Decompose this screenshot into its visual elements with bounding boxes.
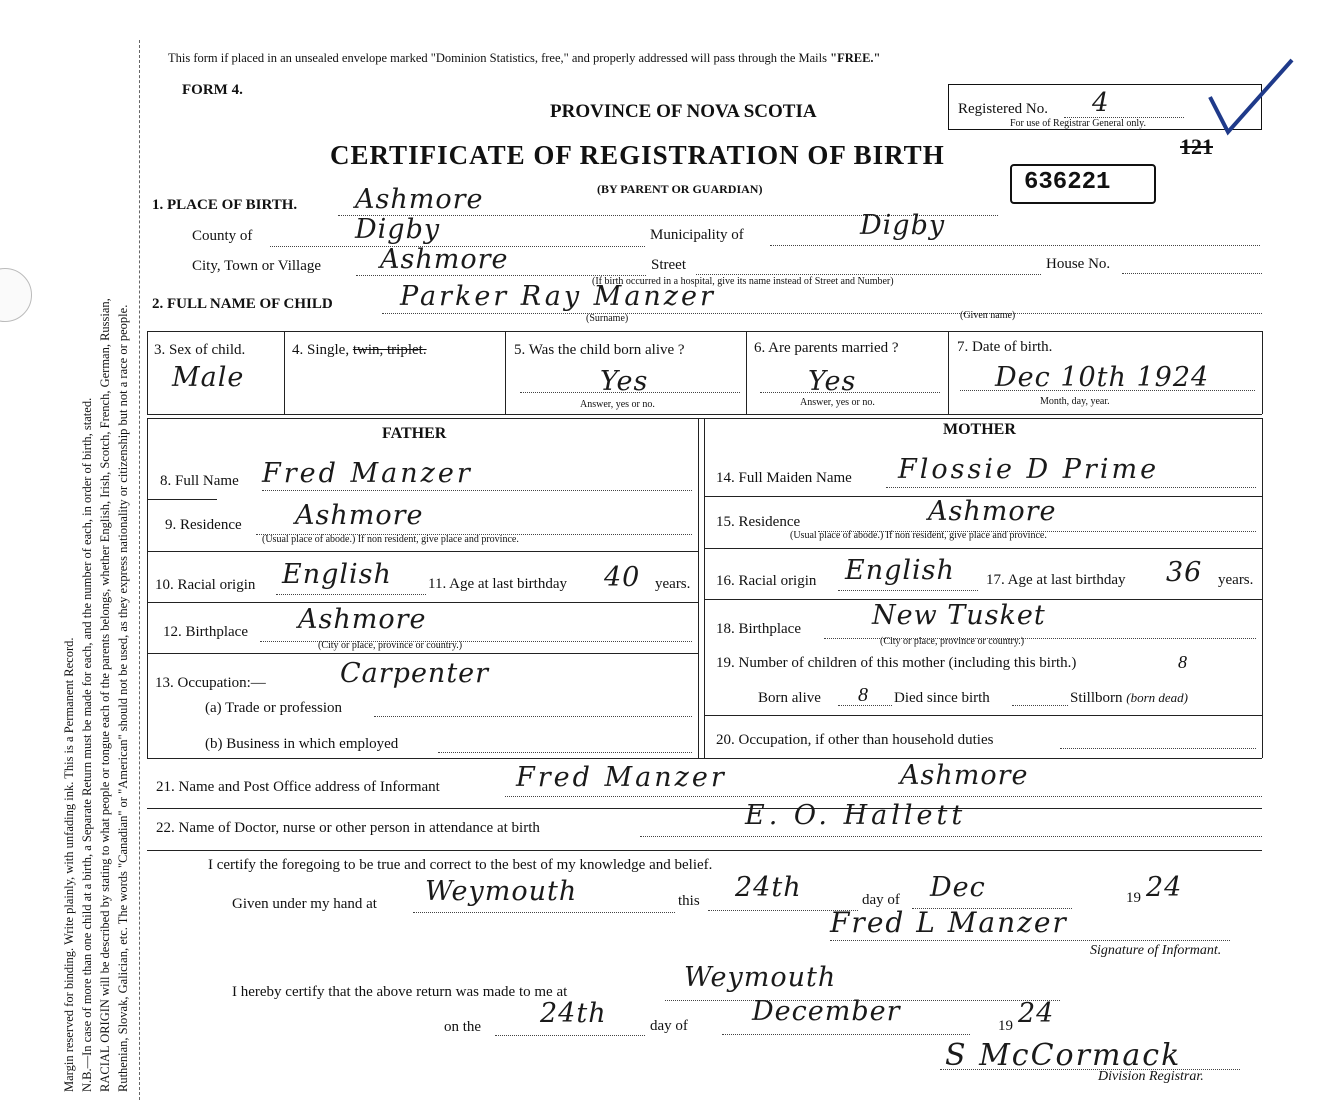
mother-race-line [838,590,978,591]
municipality-label: Municipality of [650,227,744,243]
informant-rule [147,808,1262,809]
married-line [760,392,940,393]
given-under-label: Given under my hand at [232,896,377,912]
married-value: Yes [808,366,857,397]
house-number-label: House No. [1046,256,1111,272]
born-alive-count: 8 [858,684,868,706]
row3-div3 [746,331,747,414]
place-of-birth-value: Ashmore [355,184,484,215]
registrar-place-value: Weymouth [684,962,837,993]
father-name-value: Fred Manzer [262,458,473,489]
row3-div4 [948,331,949,414]
mother-occupation-label: 20. Occupation, if other than household duties [716,732,994,748]
registrar-day-of-label: day of [650,1018,688,1034]
checkmark-icon [1200,52,1300,142]
mother-residence-value: Ashmore [928,496,1057,527]
mother-name-label: 14. Full Maiden Name [716,470,852,486]
alive-line [520,392,740,393]
father-residence-value: Ashmore [295,500,424,531]
father-rule4 [147,653,698,654]
parents-bottom [147,758,1262,759]
born-alive-label: Born alive [758,690,821,706]
single-label: 4. Single, twin, triplet. [292,342,427,358]
page-title: CERTIFICATE OF REGISTRATION OF BIRTH [330,140,945,170]
registrar-year-value: 24 [1018,998,1055,1029]
city-label: City, Town or Village [192,258,322,274]
doctor-label: 22. Name of Doctor, nurse or other person in attendance at birth [156,820,540,836]
hospital-note: (If birth occurred in a hospital, give its name instead of Street and Number) [592,276,894,287]
margin-note-3: RACIAL ORIGIN will be described by stating to what people or tongue each of the parents belongs, whether English, Irish, Scotch, French, German, Russian, [98,298,112,1092]
father-occupation-value: Carpenter [340,658,490,689]
registrar-use-note: For use of Registrar General only. [1010,118,1146,129]
informant-line [505,796,1262,797]
mother-rule4 [704,715,1262,716]
county-value: Digby [355,214,441,245]
informant-name-value: Fred Manzer [516,762,727,793]
margin-note-4: Ruthenian, Slovak, Galician, etc. The words "Canadian" or "American" should not be used, as they express nationality or citizenship but not a race or people. [116,304,130,1092]
this-label: this [678,893,700,909]
margin-note-2: N.B.—In case of more than one child at a birth, a Separate Return must be made for each, and the number of each, in order of birth, stated. [80,397,94,1092]
registrar-day-value: 24th [540,998,607,1029]
mother-birthplace-value: New Tusket [872,600,1046,631]
doctor-value: E. O. Hallett [745,800,967,831]
father-name-line [262,490,692,491]
father-rule3 [147,602,698,603]
father-name-label: 8. Full Name [160,473,239,489]
informant-signature-label: Signature of Informant. [1090,943,1222,958]
surname-note: (Surname) [586,313,629,324]
mother-race-label: 16. Racial origin [716,573,817,589]
row3-right [1262,331,1263,414]
father-heading: FATHER [382,425,447,442]
child-name-label: 2. FULL NAME OF CHILD [152,296,333,312]
mother-age-value: 36 [1166,557,1203,588]
informant-label: 21. Name and Post Office address of Informant [156,779,440,795]
born-alive-question: 5. Was the child born alive ? [514,342,685,358]
mother-name-value: Flossie D Prime [898,454,1160,485]
mother-race-value: English [845,555,955,586]
margin-divider [139,40,140,1100]
registrar-year-prefix: 19 [998,1018,1013,1034]
row3-left [147,331,148,414]
father-race-value: English [282,559,392,590]
father-age-label: 11. Age at last birthday [428,576,567,592]
mother-age-label: 17. Age at last birthday [986,572,1126,588]
page-subtitle: (BY PARENT OR GUARDIAN) [597,182,763,196]
mother-residence-label: 15. Residence [716,514,801,530]
father-race-line [276,594,426,595]
row3-div1 [284,331,285,414]
binding-margin [0,0,140,1107]
mother-occ-line [1060,748,1256,749]
mother-birthplace-label: 18. Birthplace [716,621,801,637]
father-race-label: 10. Racial origin [155,577,256,593]
mother-residence-note: (Usual place of abode.) If non resident, give place and province. [790,530,1047,541]
dob-note: Month, day, year. [1040,396,1110,407]
on-the-label: on the [444,1019,482,1035]
municipality-value: Digby [860,210,946,241]
registered-value: 4 [1092,88,1110,118]
informant-signature: Fred L Manzer [830,906,1068,939]
certify-statement: I certify the foregoing to be true and correct to the best of my knowledge and belief. [208,857,713,873]
child-name-value: Parker Ray Manzer [400,281,716,312]
informant-sig-line [830,940,1230,941]
father-rule2 [147,551,698,552]
informant-address-value: Ashmore [900,760,1029,791]
municipality-line [770,245,1260,246]
county-label: County of [192,228,253,244]
father-birthplace-value: Ashmore [298,604,427,635]
street-line [696,274,1041,275]
mother-heading: MOTHER [943,421,1016,438]
married-note: Answer, yes or no. [800,397,875,408]
born-alive-line [838,705,892,706]
trade-label: (a) Trade or profession [205,700,343,716]
registrar-month-value: December [752,996,901,1027]
father-birthplace-label: 12. Birthplace [163,624,248,640]
given-month-value: Dec [930,872,986,903]
died-since-birth-label: Died since birth [894,690,990,706]
parents-right [1262,418,1263,758]
doctor-line [640,836,1262,837]
father-occupation-label: 13. Occupation:— [155,675,266,691]
registrar-statement: I hereby certify that the above return was made to me at [232,984,568,1000]
doctor-rule [147,850,1262,851]
given-place-line [413,912,675,913]
died-line [1012,705,1068,706]
born-alive-value: Yes [600,366,649,397]
house-line [1122,273,1262,274]
children-count-value: 8 [1178,652,1187,672]
alive-note: Answer, yes or no. [580,399,655,410]
given-day-value: 24th [735,872,802,903]
mother-rule2 [704,548,1262,549]
married-question: 6. Are parents married ? [754,340,899,356]
form-number: FORM 4. [182,82,243,98]
given-year-value: 24 [1146,872,1183,903]
rule-row3-top [147,331,1262,332]
margin-note-1: Margin reserved for binding. Write plainly, with unfading ink. This is a Permanent Record. [62,637,76,1092]
stamp-number: 636221 [1024,169,1111,196]
day-of-label: day of [862,892,900,908]
street-label: Street [651,257,686,273]
division-registrar-label: Division Registrar. [1098,1069,1204,1084]
mother-birthplace-note: (City or place, province or country.) [880,636,1025,647]
province-heading: PROVINCE OF NOVA SCOTIA [550,101,817,122]
parents-mid1 [698,418,699,758]
registrar-signature: S McCormack [945,1038,1182,1073]
struck-number: 121 [1180,134,1213,159]
given-place-value: Weymouth [425,876,578,907]
father-residence-note: (Usual place of abode.) If non resident, give place and province. [262,534,519,545]
row3-div2 [505,331,506,414]
registrar-month-line [722,1034,970,1035]
rule-row3-bottom [147,414,1262,415]
parents-mid2 [704,418,705,758]
father-age-value: 40 [604,562,641,593]
place-of-birth-label: 1. PLACE OF BIRTH. [152,197,298,213]
mother-years: years. [1218,572,1254,588]
given-year-prefix: 19 [1126,890,1141,906]
dob-label: 7. Date of birth. [957,339,1053,355]
father-years: years. [655,576,691,592]
sex-value: Male [172,362,245,393]
trade-line [374,716,692,717]
mother-name-line [886,487,1256,488]
registered-label: Registered No. [958,101,1048,117]
given-name-note: (Given name) [960,310,1016,321]
sex-label: 3. Sex of child. [154,342,246,358]
stillborn-label: Stillborn (born dead) [1070,690,1189,706]
registrar-day-line [495,1035,645,1036]
children-count-label: 19. Number of children of this mother (including this birth.) [716,655,1077,671]
father-birthplace-note: (City or place, province or country.) [318,640,463,651]
dob-line [960,390,1255,391]
father-residence-label: 9. Residence [165,517,242,533]
dob-value: Dec 10th 1924 [995,362,1210,393]
father-rule1 [147,499,217,500]
child-name-line [382,313,1262,314]
business-line [438,752,692,753]
parents-left [147,418,148,758]
city-value: Ashmore [380,244,509,275]
business-label: (b) Business in which employed [205,736,399,752]
mail-notice: This form if placed in an unsealed envelope marked "Dominion Statistics, free," and properly addressed will pass through the Mails "FREE." [168,51,881,65]
